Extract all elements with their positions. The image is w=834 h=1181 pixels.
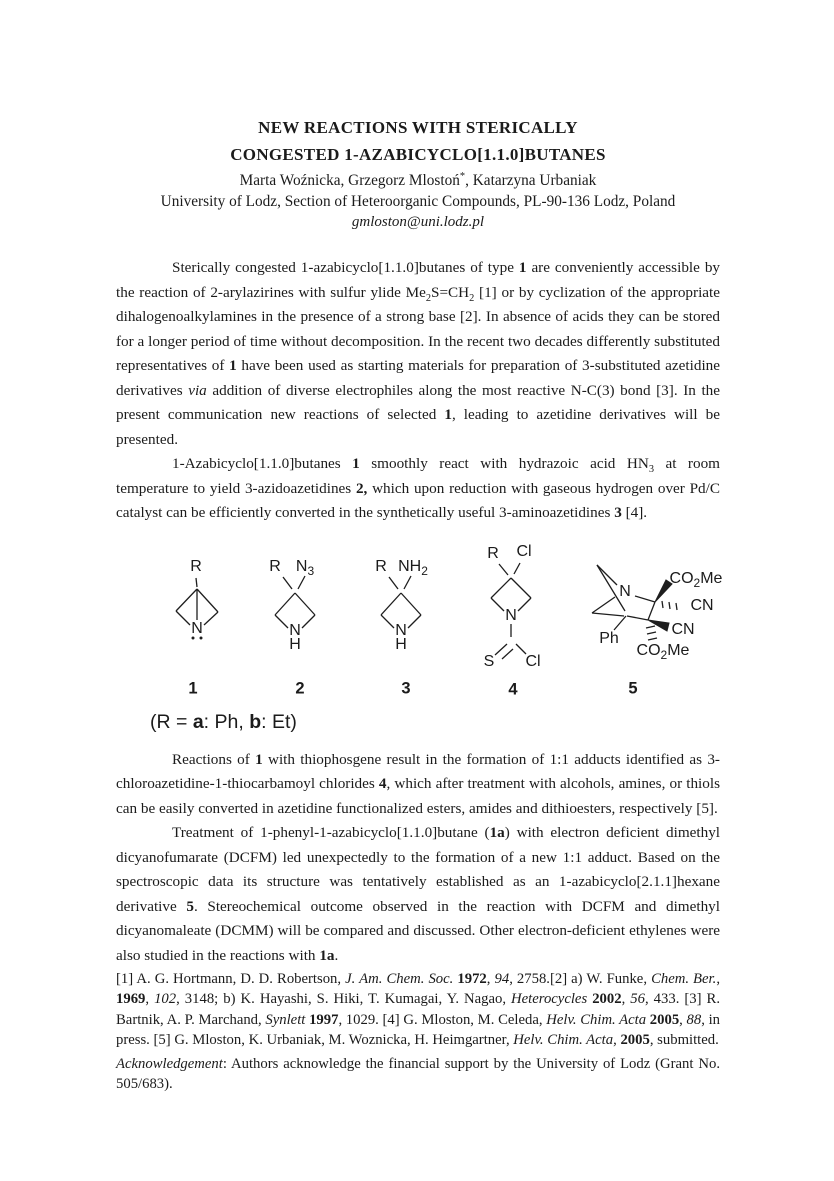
body-paragraph-1: Sterically congested 1-azabicyclo[1.1.0]butanes of type 1 are conveniently accessible by the reaction of 2-arylazirines with sulfur ylide $Me_2S=CH_2$ [1] or by cyclization of the appropriate dihalogenoalkylamines in the presence of a strong base [2]. In absence of acids they can be stored for a longer period of time without decomposition. In the recent two decades differently substituted representatives of 1 have been used as starting materials for preparation of 3-substituted azetidine derivatives via addition of diverse electrophiles along the most reactive N-C(3) bond [3]. In the present communication new reactions of selected 1, leading to azetidine derivatives will be presented. bbox=[116, 259, 721, 448]
structure-5-ester-bottom-label: $CO_2Me$ bbox=[636, 641, 690, 662]
structure-4-chlorine-bottom-label: Cl bbox=[525, 652, 541, 670]
structure-1-r-group-label: R bbox=[190, 557, 202, 575]
structure-5-nitrile-top-label: CN bbox=[690, 596, 714, 614]
body-paragraph-3: Reactions of 1 with thiophosgene result in the formation of 1:1 adducts identified as 3-chloroazetidine-1-thiocarbamoyl chlorides 4, which after treatment with alcohols, amines, or thiols can be easily converted in azetidine functionalized esters, amides and dithioesters, respectively [5]. bbox=[116, 750, 720, 817]
structure-2-number: 2 bbox=[295, 679, 305, 697]
structure-5-ester-top-label: $CO_2Me$ bbox=[669, 569, 723, 590]
structure-4-number: 4 bbox=[508, 680, 518, 698]
r-group-legend: (R = a: Ph, b: Et) bbox=[150, 710, 297, 733]
references-paragraph: [1] A. G. Hortmann, D. D. Robertson, J. Am. Chem. Soc. 1972, 94, 2758.[2] a) W. Funke, Chem. Ber., 1969, 102, 3148; b) K. Hayashi, S. Hiki, T. Kumagai, Y. Nagao, Heterocycles 2002, 56, 433. [3] R. Bartnik, A. P. Marchand, Synlett 1997, 1029. [4] G. Mloston, M. Celeda, Helv. Chim. Acta 2005, 88, in press. [5] G. Mloston, K. Urbaniak, M. Woznicka, H. Heimgartner, Helv. Chim. Acta, 2005, submitted. bbox=[116, 971, 721, 1048]
abstract-page bbox=[116, 0, 723, 1095]
structure-2-nitrogen-label: N bbox=[289, 621, 301, 639]
acknowledgement-paragraph: Acknowledgement: Authors acknowledge the financial support by the University of Lodz (Grant No. 505/683). bbox=[116, 1056, 720, 1093]
structure-1-number: 1 bbox=[188, 679, 198, 697]
affiliation-line: University of Lodz, Section of Heteroorganic Compounds, PL-90-136 Lodz, Poland bbox=[160, 193, 676, 210]
structure-3-amine-label: $NH_2$ bbox=[398, 557, 428, 578]
structure-2-nh-label: H bbox=[289, 635, 301, 653]
body-paragraph-4: Treatment of 1-phenyl-1-azabicyclo[1.1.0]butane (1a) with electron deficient dimethyl dicyanofumarate (DCFM) led unexpectedly to the formation of a new 1:1 adduct. Based on the spectroscopic data its structure was tentatively established as an 1-azabicyclo[2.1.1]hexane derivative 5. Stereochemical outcome observed in the reaction with DCFM and dimethyl dicyanomaleate (DCMM) will be compared and discussed. Other electron-deficient ethylenes were also studied in the reactions with 1a. bbox=[116, 824, 721, 964]
structure-5-number: 5 bbox=[628, 679, 638, 697]
structure-4-sulfur-label: S bbox=[483, 652, 495, 670]
structure-5-nitrile-bottom-label: CN bbox=[671, 620, 695, 638]
structure-4-nitrogen-label: N bbox=[505, 606, 517, 624]
page-title-line-1: NEW REACTIONS WITH STERICALLY bbox=[258, 118, 578, 137]
structure-2-r-group-label: R bbox=[269, 557, 281, 575]
authors-line: Marta Woźnicka, Grzegorz Mlostoń*, Katarzyna Urbaniak bbox=[239, 170, 597, 189]
structure-3-nitrogen-label: N bbox=[395, 621, 407, 639]
page-title bbox=[116, 114, 720, 168]
structure-5-nitrogen-label: N bbox=[619, 582, 631, 600]
email-line: gmloston@uni.lodz.pl bbox=[351, 214, 485, 230]
structure-5-phenyl-label: Ph bbox=[599, 629, 619, 647]
structure-2-azide-label: $N_3$ bbox=[295, 557, 315, 578]
structure-3-nh-label: H bbox=[395, 635, 407, 653]
structure-4-chlorine-top-label: Cl bbox=[516, 542, 532, 560]
structure-3-number: 3 bbox=[401, 679, 411, 697]
page-title-line-2: CONGESTED 1-AZABICYCLO[1.1.0]BUTANES bbox=[230, 145, 606, 164]
structure-1-nitrogen-label: N bbox=[191, 619, 203, 637]
structure-4-r-group-label: R bbox=[487, 544, 499, 562]
structure-3-r-group-label: R bbox=[375, 557, 387, 575]
reaction-scheme bbox=[116, 538, 723, 700]
body-paragraph-2: 1-Azabicyclo[1.1.0]butanes 1 smoothly react with hydrazoic acid $HN_3$ at room temperature to yield 3-azidoazetidines 2, which upon reduction with gaseous hydrogen over Pd/C catalyst can be efficiently converted in the synthetically useful 3-aminoazetidines 3 [4]. bbox=[116, 455, 720, 521]
